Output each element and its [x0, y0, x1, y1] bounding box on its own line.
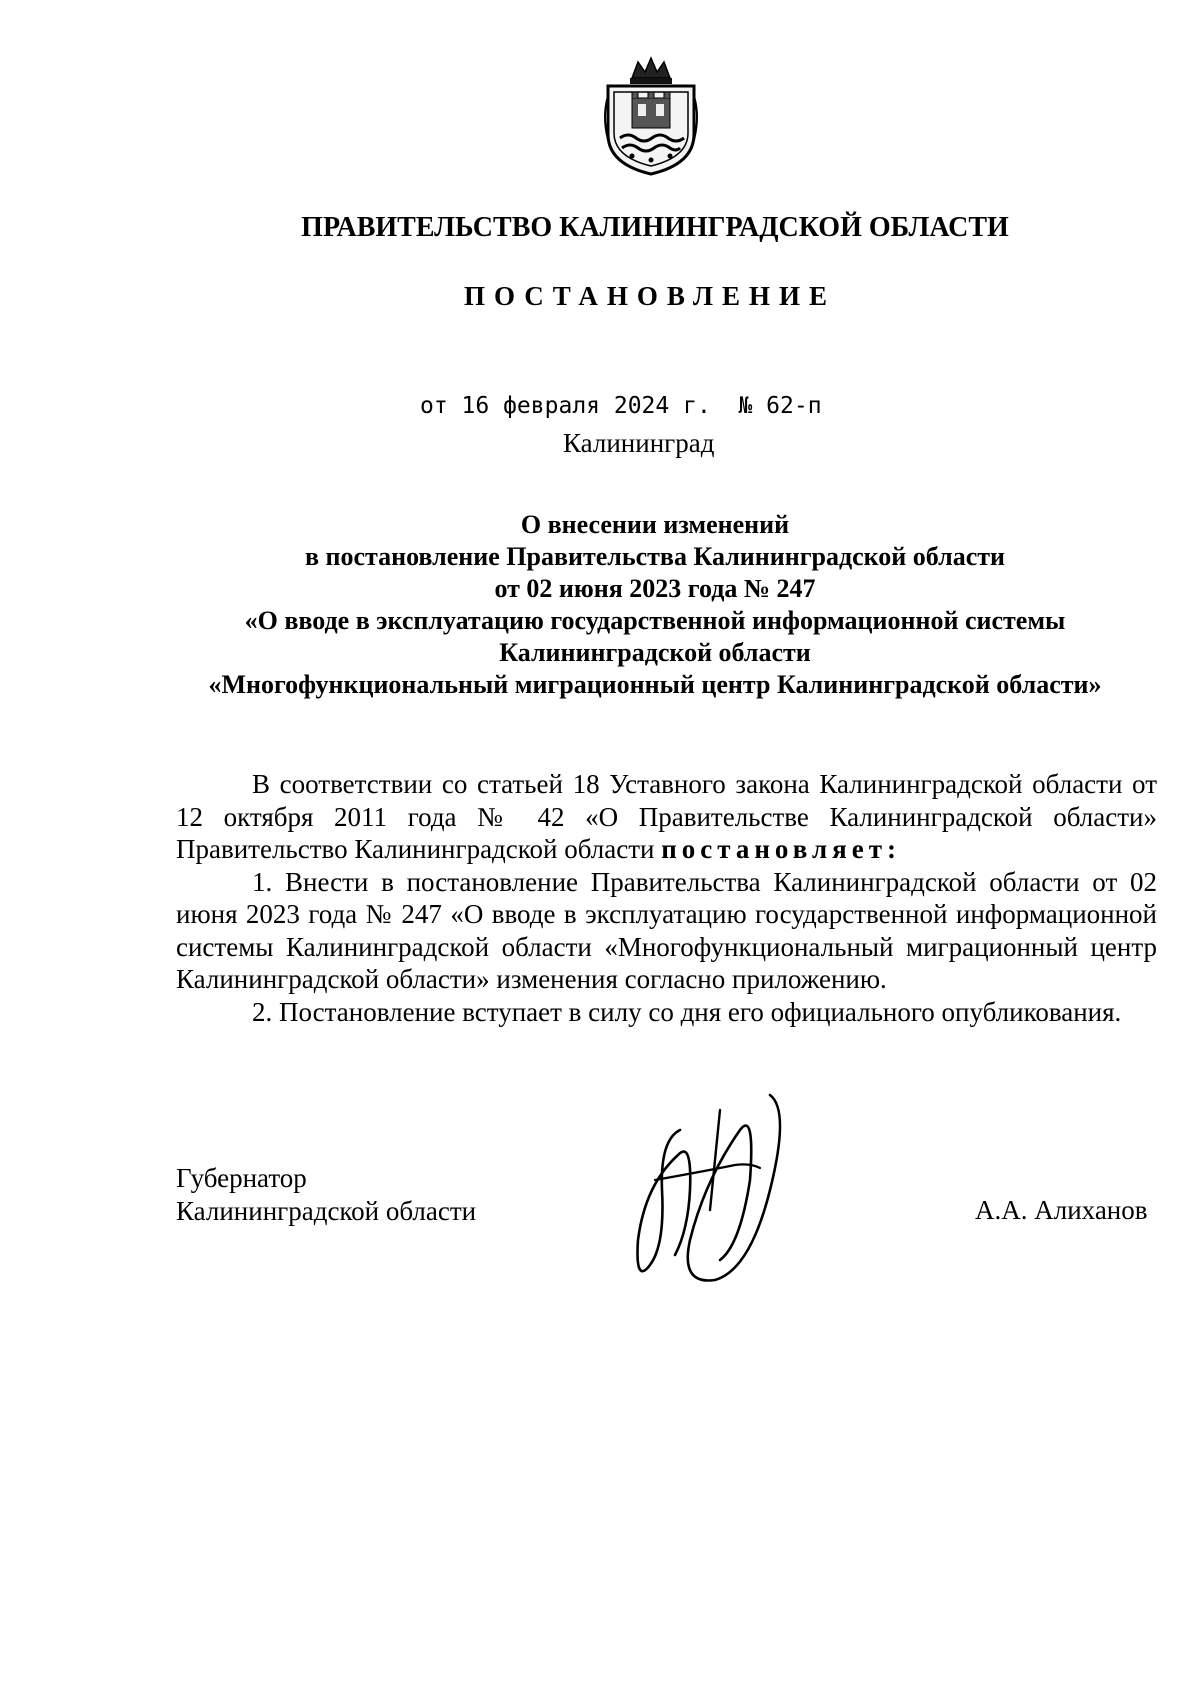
subject-line: Калининградской области: [499, 638, 811, 667]
date-and-number: от 16 февраля 2024 г. № 62-п: [420, 393, 822, 419]
resolves-word: постановляет:: [661, 834, 901, 864]
item-2: 2. Постановление вступает в силу со дня его официального опубликования.: [252, 996, 1122, 1027]
signer-position-line: Губернатор: [176, 1163, 307, 1193]
subject-line: в постановление Правительства Калининградской области: [304, 542, 1006, 571]
subject-line: «О вводе в эксплуатацию государственной информационной системы: [244, 606, 1066, 635]
signer-position: [176, 1162, 476, 1228]
subject-line: «Многофункциональный миграционный центр Калининградской области»: [208, 670, 1102, 699]
document-body: [176, 768, 1157, 1028]
government-title: ПРАВИТЕЛЬСТВО КАЛИНИНГРАДСКОЙ ОБЛАСТИ: [301, 212, 1009, 243]
item-1: 1. Внести в постановление Правительства Калининградской области от 02 июня 2023 года № 247 «О вводе в эксплуатацию государственной информационной системы Калининградской области «Многофункциональный миграционный центр Калининградской области» изменения согласно приложению.: [176, 866, 1157, 994]
handwritten-signature: [620, 1070, 790, 1290]
signer-position-line: Калининградской области: [176, 1196, 477, 1226]
city: Калининград: [563, 428, 715, 458]
subject-line: О внесении изменений: [520, 510, 790, 539]
preamble-text: В соответствии со статьей 18 Уставного закона Калининградской области от 12 октября 2011 года № 42 «О Правительстве Калининградской области» Правительство Калининградской области: [176, 769, 1157, 864]
preamble-paragraph: [176, 768, 1157, 866]
document-type: ПОСТАНОВЛЕНИЕ: [463, 281, 837, 311]
coat-of-arms-emblem: [602, 56, 700, 176]
subject-line: от 02 июня 2023 года № 247: [494, 574, 816, 603]
signer-name: А.А. Алиханов: [975, 1195, 1148, 1225]
document-subject: [0, 509, 1200, 701]
